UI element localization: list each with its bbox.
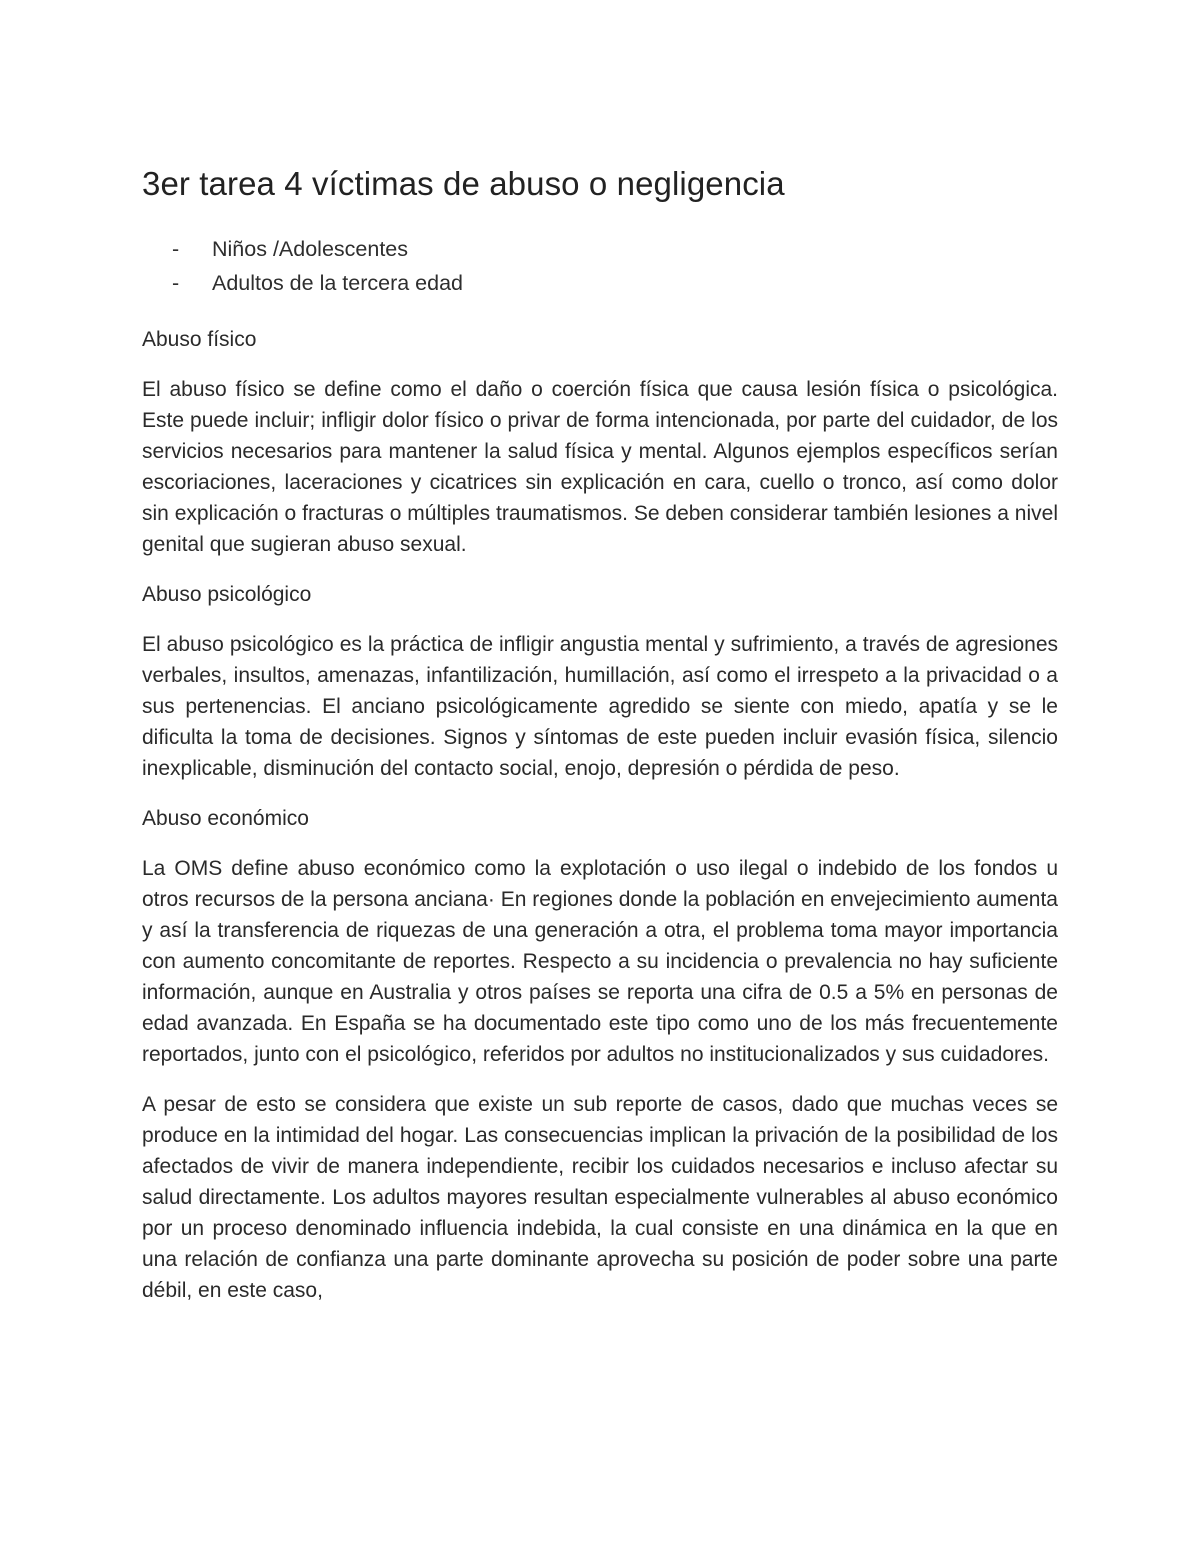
list-item <box>142 266 1058 300</box>
list-item-text: Adultos de la tercera edad <box>212 271 463 295</box>
paragraph: El abuso psicológico es la práctica de infligir angustia mental y sufrimiento, a través de agresiones verbales, insultos, amenazas, infantilización, humillación, así como el irrespeto a la privacidad o a sus pertenencias. El anciano psicológicamente agredido se siente con miedo, apatía y se le dificulta la toma de decisiones. Signos y síntomas de este pueden incluir evasión física, silencio inexplicable, disminución del contacto social, enojo, depresión o pérdida de peso. <box>142 633 1058 780</box>
section-heading: Abuso económico <box>142 807 309 830</box>
document-title: 3er tarea 4 víctimas de abuso o negligencia <box>142 165 785 202</box>
section-economic-abuse <box>142 803 1058 1306</box>
dash-bullet: - <box>172 271 180 295</box>
section-physical-abuse <box>142 324 1058 560</box>
document-page <box>142 162 1058 1325</box>
paragraph: La OMS define abuso económico como la explotación o uso ilegal o indebido de los fondos u otros recursos de la persona anciana· En regiones donde la población en envejecimiento aumenta y así la transferencia de riquezas de una generación a otra, el problema toma mayor importancia con aumento concomitante de reportes. Respecto a su incidencia o prevalencia no hay suficiente información, aunque en Australia y otros países se reporta una cifra de 0.5 a 5% en personas de edad avanzada. En España se ha documentado este tipo como uno de los más frecuentemente reportados, junto con el psicológico, referidos por adultos no institucionalizados y sus cuidadores. <box>142 857 1058 1066</box>
dash-bullet: - <box>172 237 180 261</box>
paragraph: A pesar de esto se considera que existe un sub reporte de casos, dado que muchas veces se produce en la intimidad del hogar. Las consecuencias implican la privación de la posibilidad de los afectados de vivir de manera independiente, recibir los cuidados necesarios e incluso afectar su salud directamente. Los adultos mayores resultan especialmente vulnerables al abuso económico por un proceso denominado influencia indebida, la cual consiste en una dinámica en la que en una relación de confianza una parte dominante aprovecha su posición de poder sobre una parte débil, en este caso, <box>142 1093 1058 1302</box>
list-item <box>142 232 1058 266</box>
section-heading: Abuso físico <box>142 328 257 351</box>
section-heading: Abuso psicológico <box>142 583 312 606</box>
section-psychological-abuse <box>142 579 1058 784</box>
victim-groups-list <box>142 232 1058 300</box>
list-item-text: Niños /Adolescentes <box>212 237 408 261</box>
paragraph: El abuso físico se define como el daño o coerción física que causa lesión física o psicológica. Este puede incluir; infligir dolor físico o privar de forma intencionada, por parte del cuidador, de los servicios necesarios para mantener la salud física y mental. Algunos ejemplos específicos serían escoriaciones, laceraciones y cicatrices sin explicación en cara, cuello o tronco, así como dolor sin explicación o fracturas o múltiples traumatismos. Se deben considerar también lesiones a nivel genital que sugieran abuso sexual. <box>142 378 1058 556</box>
